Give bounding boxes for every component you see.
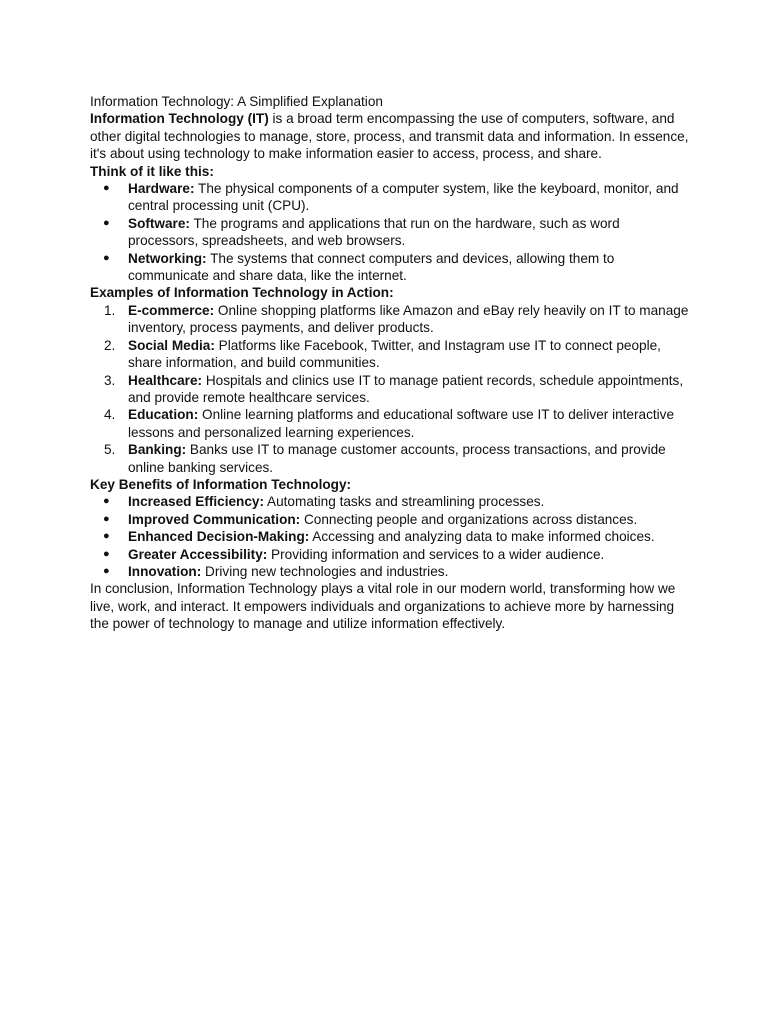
examples-heading: Examples of Information Technology in Action: bbox=[90, 285, 394, 301]
list-item: 4. Education: Online learning platforms and educational software use IT to deliver interactive lessons and personalized learning experiences. bbox=[104, 407, 675, 440]
conclusion-paragraph: In conclusion, Information Technology plays a vital role in our modern world, transforming how we live, work, and interact. It empowers individuals and organizations to achieve more by harnessing the power of technology to manage and utilize information effectively. bbox=[90, 581, 676, 632]
intro-text: is a broad term encompassing the use of computers, software, and other digital technologies to manage, store, process, and transmit data and information. In essence, it's about using technology to make information easier to access, process, and share. bbox=[90, 111, 689, 162]
list-item: ● Innovation: Driving new technologies and industries. bbox=[90, 563, 690, 580]
list-item: ● Greater Accessibility: Providing information and services to a wider audience. bbox=[90, 546, 690, 563]
list-item: ● Networking: The systems that connect computers and devices, allowing them to communicate and share data, like the internet. bbox=[90, 250, 690, 285]
think-list bbox=[90, 180, 690, 284]
list-item: ● Enhanced Decision-Making: Accessing and analyzing data to make informed choices. bbox=[90, 528, 690, 545]
list-item: 2. Social Media: Platforms like Facebook, Twitter, and Instagram use IT to connect people, share information, and build communities. bbox=[104, 337, 661, 371]
think-heading: Think of it like this: bbox=[90, 163, 214, 179]
document-page bbox=[90, 93, 690, 633]
list-item: 3. Healthcare: Hospitals and clinics use IT to manage patient records, schedule appointments, and provide remote healthcare services. bbox=[104, 372, 684, 405]
intro-term: Information Technology (IT) bbox=[90, 111, 269, 127]
document-title: Information Technology: A Simplified Explanation bbox=[90, 94, 383, 109]
list-item: ● Increased Efficiency: Automating tasks and streamlining processes. bbox=[90, 493, 690, 510]
benefits-list bbox=[90, 493, 690, 580]
examples-list bbox=[90, 302, 690, 476]
list-item: 5. Banking: Banks use IT to manage customer accounts, process transactions, and provide online banking services. bbox=[104, 442, 666, 475]
list-item: ● Hardware: The physical components of a computer system, like the keyboard, monitor, and central processing unit (CPU). bbox=[90, 180, 690, 215]
list-item: ● Improved Communication: Connecting people and organizations across distances. bbox=[90, 511, 690, 528]
benefits-heading: Key Benefits of Information Technology: bbox=[90, 476, 352, 492]
list-item: ● Software: The programs and applications that run on the hardware, such as word processors, spreadsheets, and web browsers. bbox=[90, 215, 690, 250]
list-item: 1. E-commerce: Online shopping platforms like Amazon and eBay rely heavily on IT to manage inventory, process payments, and deliver products. bbox=[104, 302, 689, 336]
intro-paragraph bbox=[90, 110, 690, 162]
